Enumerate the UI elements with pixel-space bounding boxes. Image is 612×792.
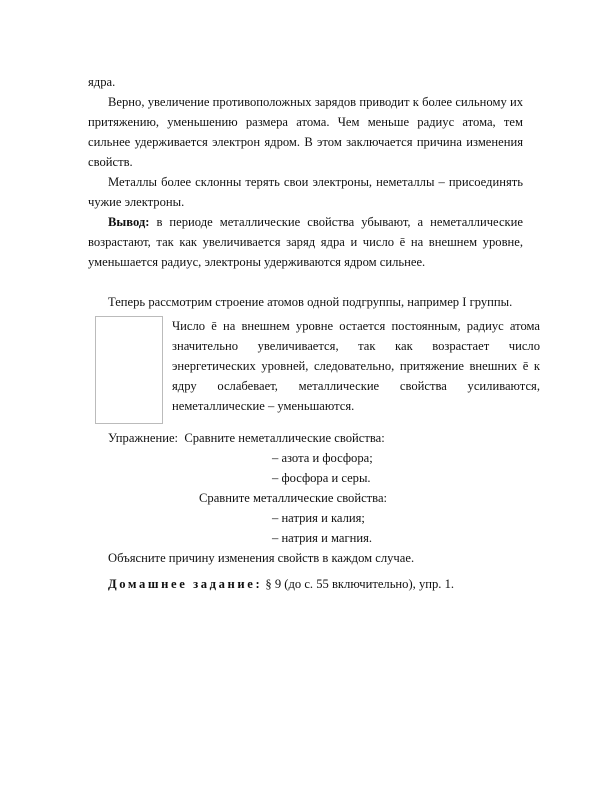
exercise-label: Упражнение:: [108, 431, 179, 445]
exercise-line-1: [108, 428, 385, 448]
paragraph-subgroup: Теперь рассмотрим строение атомов одной подгруппы, например I группы.: [108, 295, 513, 309]
homework-label: Домашнее задание:: [108, 577, 263, 591]
exercise-item-p-s: – фосфора и серы.: [272, 471, 371, 485]
exercise-task-metal: Сравните металлические свойства:: [199, 491, 388, 505]
exercise-explain: Объясните причину изменения свойств в каждом случае.: [108, 551, 415, 565]
homework-text: § 9 (до с. 55 включительно), упр. 1.: [262, 577, 455, 591]
conclusion-label: Вывод:: [108, 215, 150, 229]
conclusion-text: в периоде металлические свойства убывают, а неметаллические возрастают, так как увеличивается заряд ядра и число ē на внешнем уровне, уменьшается радиус, электроны удерживаются ядром сильнее.: [88, 215, 523, 269]
homework-line: [108, 574, 454, 594]
exercise-item-na-mg: – натрия и магния.: [272, 531, 373, 545]
exercise-item-na-k: – натрия и калия;: [272, 511, 365, 525]
paragraph-group-trend: Число ē на внешнем уровне остается постоянным, радиус атома значительно увеличивается, так как возрастает число энергетических уровней, следовательно, притяжение внешних ē к ядру ослабевает, металлические свойства усиливаются, неметаллические – уменьшаются.: [172, 319, 540, 413]
exercise-task-nonmetal: Сравните неметаллические свойства:: [184, 431, 385, 445]
paragraph-fragment: ядра.: [88, 75, 116, 89]
paragraph-attraction: Верно, увеличение противоположных зарядов приводит к более сильному их притяжению, уменьшению размера атома. Чем меньше радиус атома, тем сильнее удерживается электрон ядром. В этом заключается причина изменения свойств.: [88, 95, 523, 169]
paragraph-metals: Металлы более склонны терять свои электроны, неметаллы – присоединять чужие электроны.: [88, 175, 523, 209]
paragraph-conclusion: [88, 212, 523, 272]
figure-placeholder: [95, 316, 163, 424]
exercise-item-n-p: – азота и фосфора;: [272, 451, 373, 465]
